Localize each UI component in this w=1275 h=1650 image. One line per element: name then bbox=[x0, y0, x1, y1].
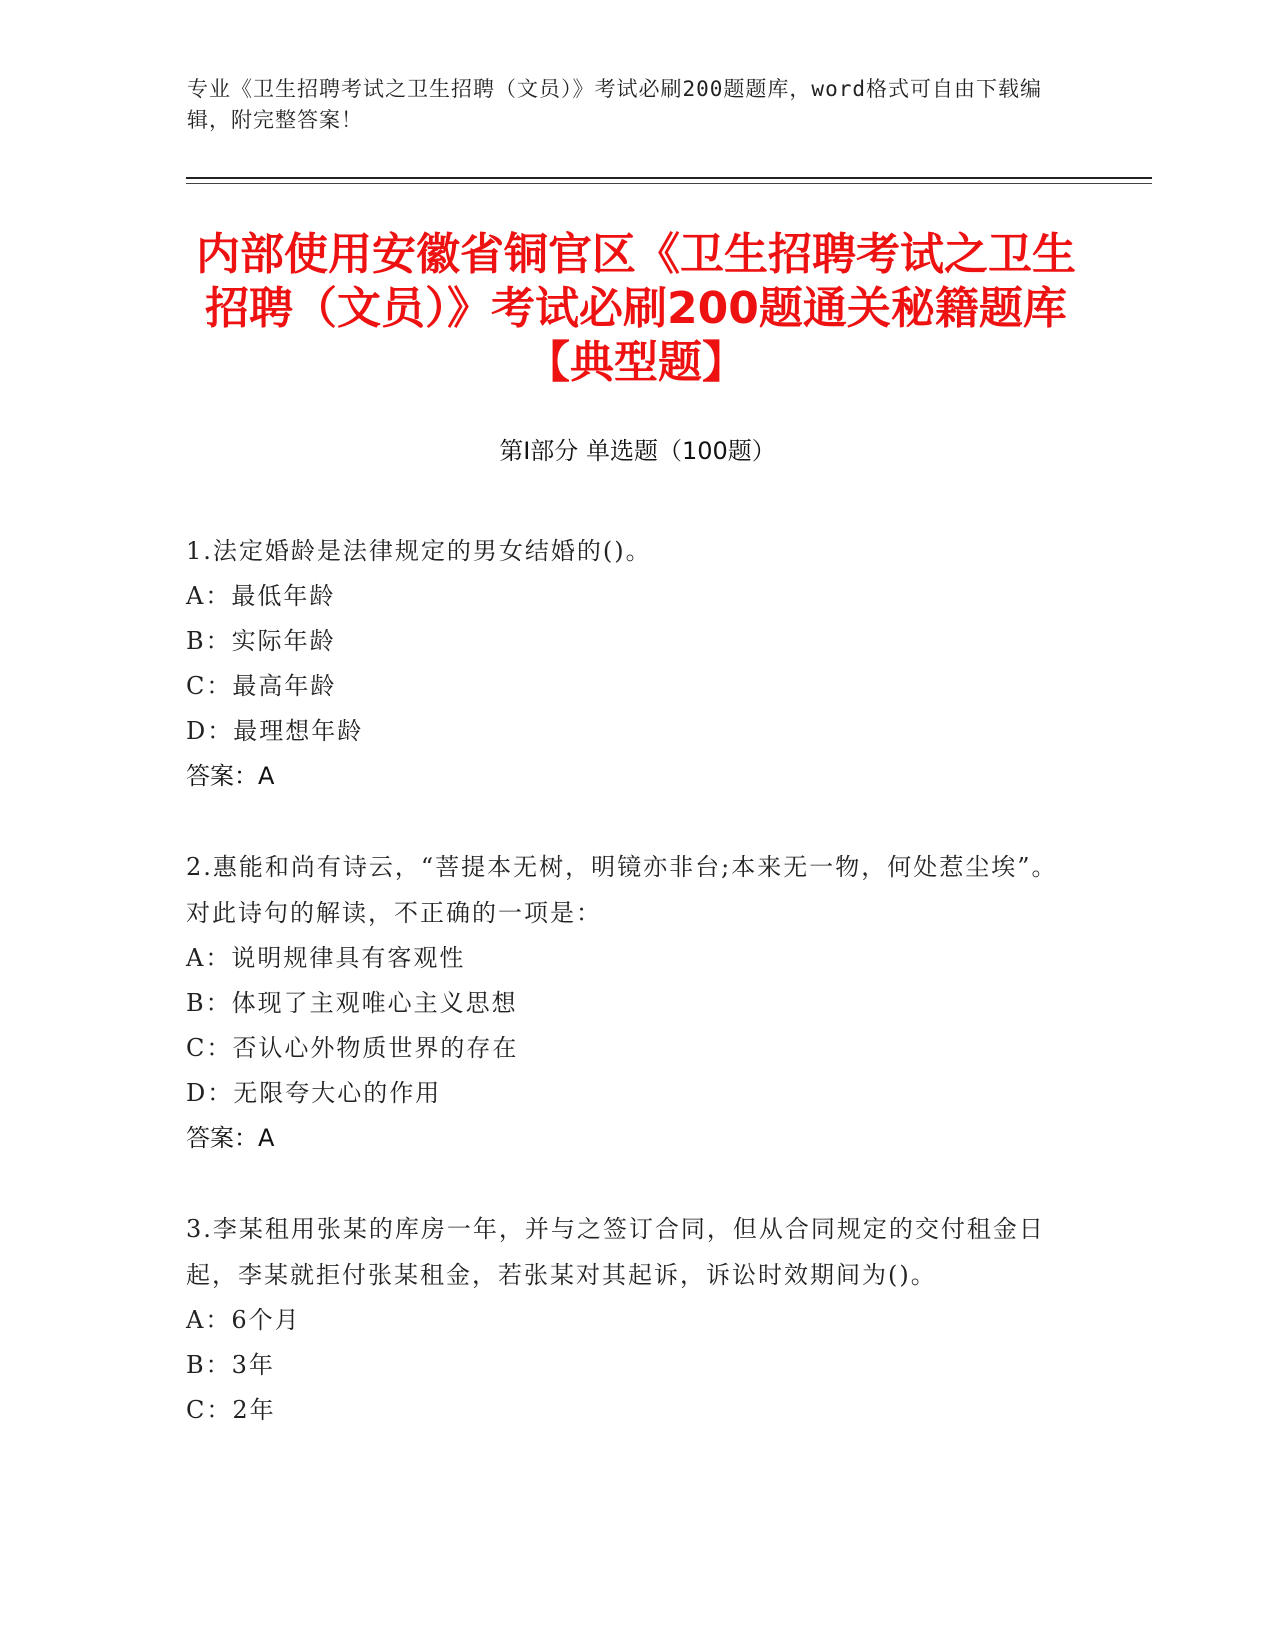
question-text: 2.惠能和尚有诗云，“菩提本无树，明镜亦非台;本来无一物，何处惹尘埃”。对此诗句的解读，不正确的一项是： bbox=[186, 853, 1058, 927]
option-c: C：2年 bbox=[186, 1396, 276, 1424]
option-a: A：最低年龄 bbox=[186, 582, 336, 610]
document-title: 内部使用安徽省铜官区《卫生招聘考试之卫生招聘（文员）》考试必刷200题通关秘籍题库【典型题】 bbox=[196, 229, 1076, 388]
question-2 bbox=[186, 844, 1066, 1161]
option-b: B：3年 bbox=[186, 1351, 275, 1379]
header-note: 专业《卫生招聘考试之卫生招聘（文员）》考试必刷200题题库，word格式可自由下载编辑，附完整答案！ bbox=[187, 77, 1042, 132]
answer: 答案：A bbox=[186, 762, 275, 790]
header-rule-thick bbox=[186, 177, 1152, 179]
answer: 答案：A bbox=[186, 1124, 275, 1152]
option-b: B：体现了主观唯心主义思想 bbox=[186, 989, 518, 1017]
question-text: 3.李某租用张某的库房一年，并与之签订合同，但从合同规定的交付租金日起，李某就拒付张某租金，若张某对其起诉，诉讼时效期间为()。 bbox=[186, 1215, 1045, 1289]
option-b: B：实际年龄 bbox=[186, 627, 336, 655]
option-c: C：最高年龄 bbox=[186, 672, 337, 700]
question-1 bbox=[186, 528, 1066, 799]
header-rule-thin bbox=[186, 183, 1152, 184]
option-c: C：否认心外物质世界的存在 bbox=[186, 1034, 519, 1062]
option-a: A：说明规律具有客观性 bbox=[186, 944, 466, 972]
option-a: A：6个月 bbox=[186, 1306, 301, 1334]
question-3 bbox=[186, 1206, 1066, 1433]
section-heading: 第Ⅰ部分 单选题（100题） bbox=[499, 437, 776, 465]
question-list bbox=[186, 528, 1066, 1478]
question-text: 1.法定婚龄是法律规定的男女结婚的()。 bbox=[186, 537, 652, 565]
option-d: D：无限夸大心的作用 bbox=[186, 1079, 442, 1107]
option-d: D：最理想年龄 bbox=[186, 717, 364, 745]
